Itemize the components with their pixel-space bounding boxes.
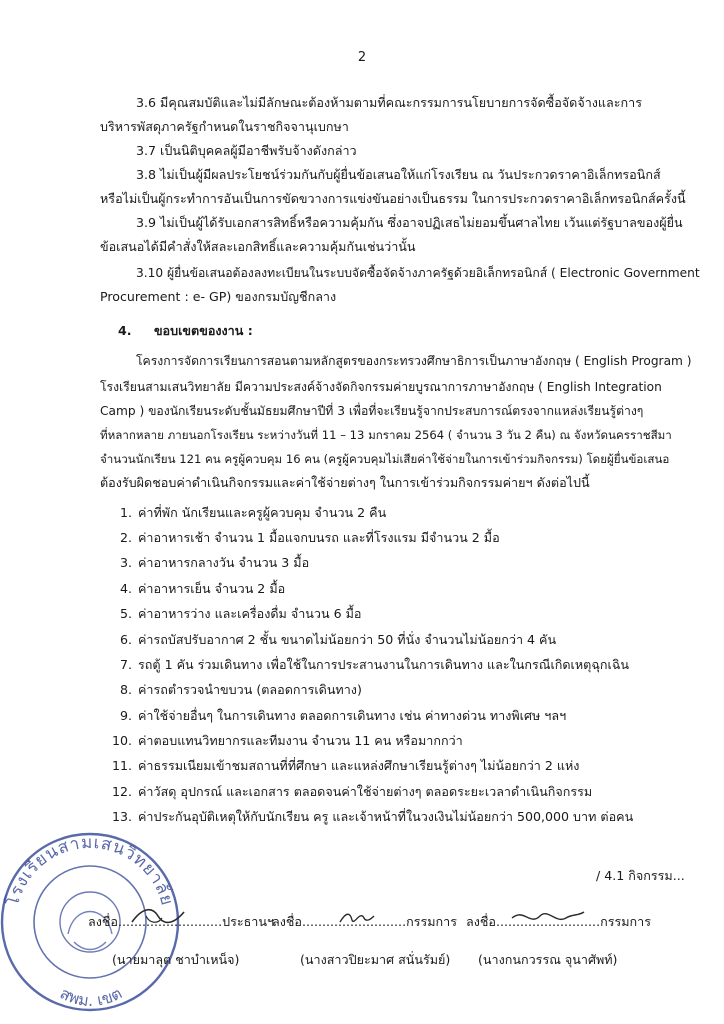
list-item-number: 1. xyxy=(119,505,132,520)
signature-line: .......................... xyxy=(117,914,223,929)
list-item-number: 12. xyxy=(111,784,132,799)
list-item xyxy=(110,808,633,826)
list-item xyxy=(110,554,309,572)
list-item-text: ค่าใช้จ่ายอื่นๆ ในการเดินทาง ตลอดการเดินทาง เช่น ค่าทางด่วน ทางพิเศษ ฯลฯ xyxy=(138,708,567,723)
signatory-name-chairman: (นายมาลุต ชาบำเหน็จ) xyxy=(112,952,240,967)
scope-paragraph-line-5: จำนวนนักเรียน 121 คน ครูผู้ควบคุม 16 คน (ครูผู้ควบคุมไม่เสียค่าใช้จ่ายในการเข้าร่วมกิจกรรม) โดยผู้ยื่นข้อเสนอ xyxy=(100,452,670,466)
signature-role: กรรมการ xyxy=(600,914,651,929)
list-item-text: ค่าอาหารเช้า จำนวน 1 มื้อแจกบนรถ และที่โรงแรม มีจำนวน 2 มื้อ xyxy=(138,530,500,545)
list-item xyxy=(110,656,629,674)
list-item xyxy=(110,757,579,775)
clause-3-10-line-1: 3.10 ผู้ยื่นข้อเสนอต้องลงทะเบียนในระบบจัดซื้อจัดจ้างภาครัฐด้วยอิเล็กทรอนิกส์ ( Electronic Government xyxy=(136,266,700,280)
list-item-number: 7. xyxy=(119,657,132,672)
page-number: 2 xyxy=(357,50,367,65)
list-item-number: 11. xyxy=(111,758,132,773)
list-item-text: ค่ารถบัสปรับอากาศ 2 ชั้น ขนาดไม่น้อยกว่า 50 ที่นั่ง จำนวนไม่น้อยกว่า 4 คัน xyxy=(138,632,557,647)
list-item-number: 4. xyxy=(119,581,132,596)
signature-prefix: ลงชื่อ xyxy=(88,914,118,929)
list-item-number: 10. xyxy=(111,733,132,748)
signature-committee-1 xyxy=(272,912,457,932)
scope-paragraph-line-6: ต้องรับผิดชอบค่าดำเนินกิจกรรมและค่าใช้จ่ายต่างๆ ในการเข้าร่วมกิจกรรมค่ายฯ ดังต่อไปนี้ xyxy=(100,475,590,490)
signature-committee-2 xyxy=(466,912,651,932)
list-item xyxy=(110,707,566,725)
clause-3-9-line-1: 3.9 ไม่เป็นผู้ได้รับเอกสารสิทธิ์หรือความคุ้มกัน ซึ่งอาจปฏิเสธไม่ยอมขึ้นศาลไทย เว้นแต่รัฐบาลของผู้ยื่น xyxy=(136,215,683,230)
list-item-text: รถตู้ 1 คัน ร่วมเดินทาง เพื่อใช้ในการประสานงานในการเดินทาง และในกรณีเกิดเหตุฉุกเฉิน xyxy=(138,657,630,672)
scope-paragraph-line-1: โครงการจัดการเรียนการสอนตามหลักสูตรของกระทรวงศึกษาธิการเป็นภาษาอังกฤษ ( English Program ) xyxy=(136,354,692,368)
signatory-name-committee-2: (นางกนกวรรณ จุนาศัพท์) xyxy=(478,952,618,967)
list-item xyxy=(110,605,361,623)
list-item-text: ค่าประกันอุบัติเหตุให้กับนักเรียน ครู และเจ้าหน้าที่ในวงเงินไม่น้อยกว่า 500,000 บาท ต่อคน xyxy=(138,809,634,824)
scope-paragraph-line-4: ที่หลากหลาย ภายนอกโรงเรียน ระหว่างวันที่ 11 – 13 มกราคม 2564 ( จำนวน 3 วัน 2 คืน) ณ จังหวัดนครราชสีมา xyxy=(100,428,672,442)
clause-3-8-line-2: หรือไม่เป็นผู้กระทำการอันเป็นการขัดขวางการแข่งขันอย่างเป็นธรรม ในการประกวดราคาอิเล็กทรอนิกส์ครั้งนี้ xyxy=(100,191,686,206)
section-4-heading xyxy=(118,322,253,340)
list-item-text: ค่าตอบแทนวิทยากรและทีมงาน จำนวน 11 คน หรือมากกว่า xyxy=(138,733,463,748)
clause-3-8-line-1: 3.8 ไม่เป็นผู้มีผลประโยชน์ร่วมกันกับผู้ยื่นข้อเสนอให้แก่โรงเรียน ณ วันประกวดราคาอิเล็กทรอนิกส์ xyxy=(136,167,661,182)
list-item-number: 9. xyxy=(119,708,132,723)
signature-line: .......................... xyxy=(301,914,407,929)
list-item-number: 8. xyxy=(119,682,132,697)
clause-3-6-line-2: บริหารพัสดุภาครัฐกำหนดในราชกิจจานุเบกษา xyxy=(100,119,349,134)
svg-text:สพม. เขต: สพม. เขต xyxy=(56,983,126,1010)
list-item xyxy=(110,681,362,699)
continuation-note: / 4.1 กิจกรรม... xyxy=(596,868,685,883)
signature-role: กรรมการ xyxy=(406,914,457,929)
list-item xyxy=(110,504,386,522)
scope-paragraph-line-3: Camp ) ของนักเรียนระดับชั้นมัธยมศึกษาปีที่ 3 เพื่อที่จะเรียนรู้จากประสบการณ์ตรงจากแหล่งเรียนรู้ต่างๆ xyxy=(100,404,644,418)
list-item-number: 3. xyxy=(119,555,132,570)
signature-chairman xyxy=(88,912,274,932)
list-item-text: ค่าที่พัก นักเรียนและครูผู้ควบคุม จำนวน 2 คืน xyxy=(138,505,387,520)
section-4-title: ขอบเขตของงาน : xyxy=(153,323,253,338)
list-item-text: ค่าอาหารว่าง และเครื่องดื่ม จำนวน 6 มื้อ xyxy=(138,606,362,621)
list-item-text: ค่าธรรมเนียมเข้าชมสถานที่ที่ศึกษา และแหล่งศึกษาเรียนรู้ต่างๆ ไม่น้อยกว่า 2 แห่ง xyxy=(138,758,580,773)
list-item-number: 6. xyxy=(119,632,132,647)
list-item xyxy=(110,732,463,750)
list-item-number: 13. xyxy=(111,809,132,824)
clause-3-10-line-2: Procurement : e- GP) ของกรมบัญชีกลาง xyxy=(100,289,337,304)
signature-line: .......................... xyxy=(495,914,601,929)
list-item-text: ค่าอาหารเย็น จำนวน 2 มื้อ xyxy=(138,581,286,596)
list-item xyxy=(110,783,592,801)
clause-3-7: 3.7 เป็นนิติบุคคลผู้มีอาชีพรับจ้างดังกล่าว xyxy=(136,143,357,158)
list-item xyxy=(110,529,500,547)
list-item-text: ค่าอาหารกลางวัน จำนวน 3 มื้อ xyxy=(138,555,310,570)
list-item-text: ค่าวัสดุ อุปกรณ์ และเอกสาร ตลอดจนค่าใช้จ่ายต่างๆ ตลอดระยะเวลาดำเนินกิจกรรม xyxy=(138,784,593,799)
scope-paragraph-line-2: โรงเรียนสามเสนวิทยาลัย มีความประสงค์จ้างจัดกิจกรรมค่ายบูรณาการภาษาอังกฤษ ( English Integration xyxy=(100,380,662,394)
list-item-number: 2. xyxy=(119,530,132,545)
list-item xyxy=(110,631,556,649)
signature-role: ประธานฯ xyxy=(222,914,275,929)
signature-prefix: ลงชื่อ xyxy=(272,914,302,929)
signatory-name-committee-1: (นางสาวปิยะมาศ สนั่นรัมย์) xyxy=(300,952,451,967)
section-4-number: 4. xyxy=(118,323,132,338)
clause-3-9-line-2: ข้อเสนอได้มีคำสั่งให้สละเอกสิทธิ์และความคุ้มกันเช่นว่านั้น xyxy=(100,239,416,254)
list-item-text: ค่ารถตำรวจนำขบวน (ตลอดการเดินทาง) xyxy=(138,682,362,697)
list-item xyxy=(110,580,285,598)
list-item-number: 5. xyxy=(119,606,132,621)
svg-text:โรงเรียนสามเสนวิทยาลัย: โรงเรียนสามเสนวิทยาลัย xyxy=(2,832,178,909)
signature-prefix: ลงชื่อ xyxy=(466,914,496,929)
clause-3-6-line-1: 3.6 มีคุณสมบัติและไม่มีลักษณะต้องห้ามตามที่คณะกรรมการนโยบายการจัดซื้อจัดจ้างและการ xyxy=(136,95,642,110)
